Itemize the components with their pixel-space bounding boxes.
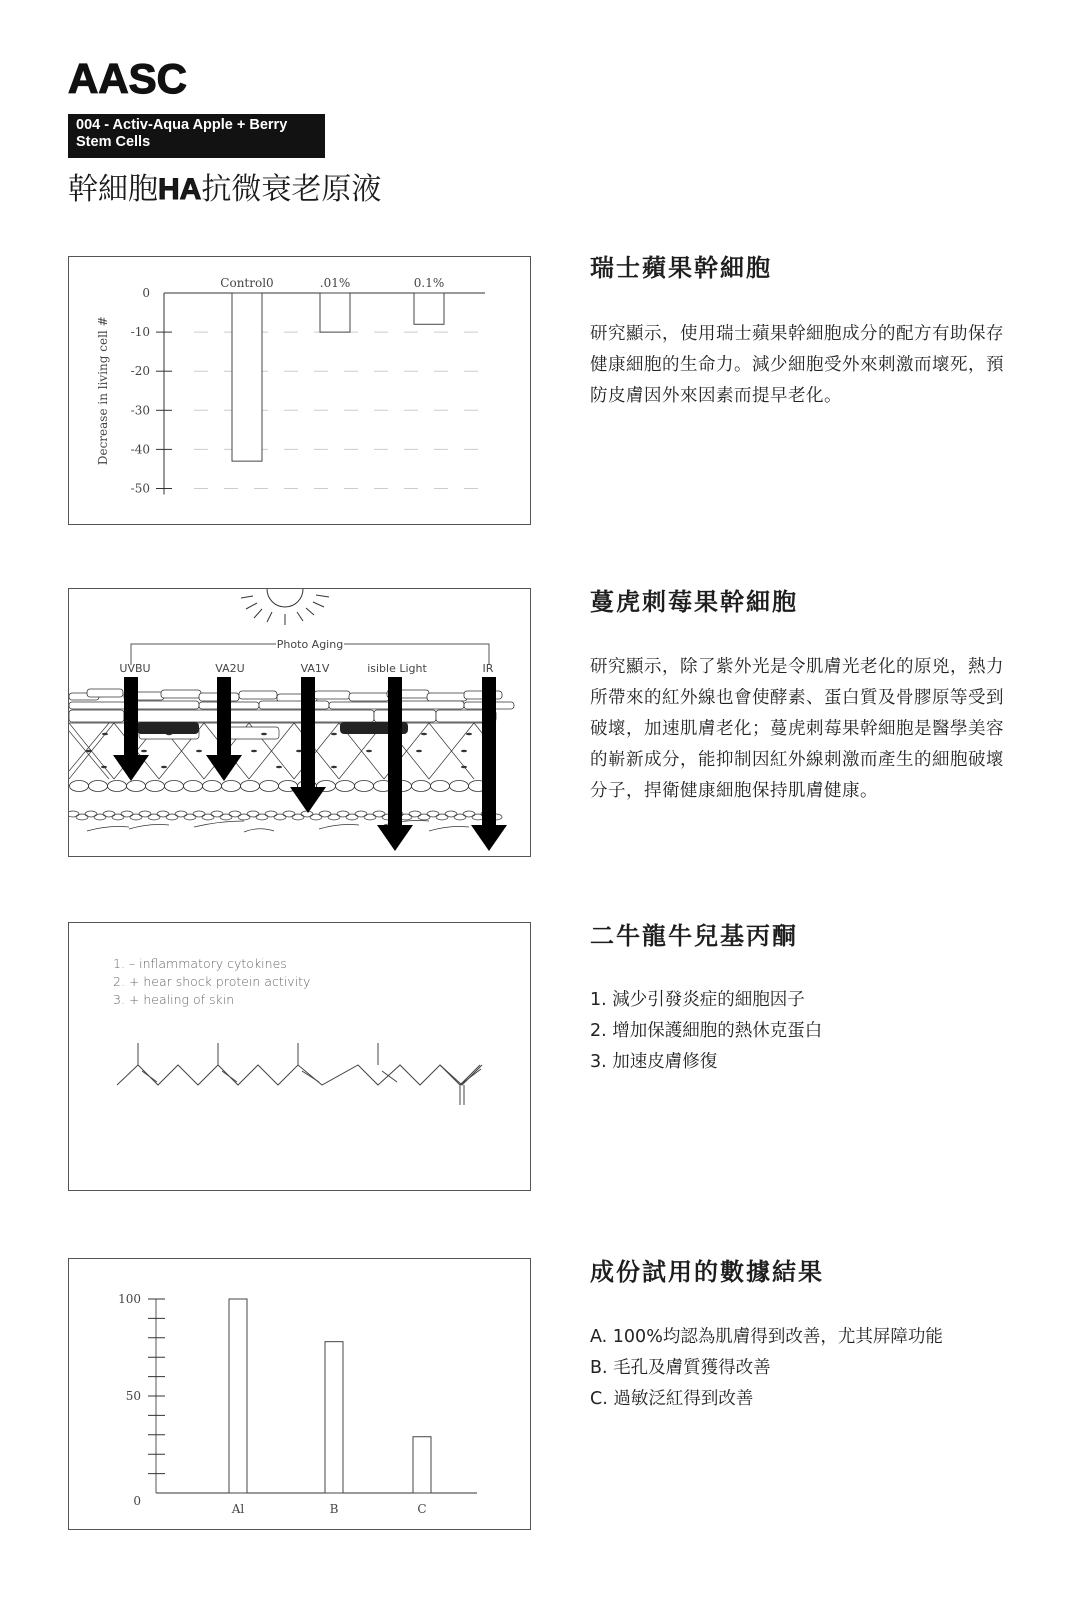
x-category-label: Al	[231, 1502, 245, 1516]
section-title-berry: 蔓虎刺莓果幹細胞	[590, 588, 798, 616]
title-prefix: 幹細胞	[68, 172, 158, 207]
bar	[232, 293, 262, 461]
y-tick-label: 50	[125, 1389, 141, 1403]
x-category-label: Control0	[220, 276, 274, 290]
effect-item: 3. + healing of skin	[113, 992, 235, 1007]
bar	[320, 293, 350, 332]
section-list-geranylacetone	[590, 985, 1010, 1078]
y-tick-label: -40	[130, 442, 150, 457]
ray-label-uva2: VA2U	[215, 662, 245, 675]
section-body-apple: 研究顯示，使用瑞士蘋果幹細胞成分的配方有助保存健康細胞的生命力。減少細胞受外來刺激而壞死，預防皮膚因外來因素而提早老化。	[590, 324, 1004, 406]
chart-living-cells	[68, 256, 531, 525]
product-tag	[68, 114, 325, 158]
ray-label-ir: IR	[482, 662, 494, 675]
section-list-results	[590, 1322, 1010, 1415]
title-suffix: 抗微衰老原液	[201, 172, 382, 207]
x-category-label: C	[417, 1502, 427, 1516]
effect-item: 1. – inflammatory cytokines	[113, 956, 287, 971]
list-item: C. 過敏泛紅得到改善	[590, 1389, 754, 1409]
ray-label-uvb: UVBU	[119, 662, 151, 675]
sun-icon	[241, 589, 329, 625]
list-item: 3. 加速皮膚修復	[590, 1052, 718, 1072]
bar-chart-2-svg	[69, 1259, 531, 1530]
y-tick-label: -50	[130, 481, 150, 496]
list-item: 2. 增加保護細胞的熱休克蛋白	[590, 1021, 823, 1041]
x-category-label: .01%	[319, 276, 351, 290]
y-tick-label: 100	[118, 1292, 141, 1306]
blocking-bar-1	[137, 722, 199, 734]
ray-label-visible: isible Light	[367, 662, 427, 675]
chart-trial-results	[68, 1258, 531, 1530]
ray-label-uva1: VA1V	[300, 662, 330, 675]
bar	[413, 1437, 431, 1493]
x-category-label: B	[329, 1502, 339, 1516]
y-tick-label: 0	[133, 1494, 141, 1508]
bar	[229, 1299, 247, 1493]
effect-list	[113, 955, 310, 1009]
list-item: A. 100%均認為肌膚得到改善，尤其屏障功能	[590, 1327, 943, 1347]
x-category-label: 0.1%	[413, 276, 445, 290]
section-title-apple: 瑞士蘋果幹細胞	[590, 254, 772, 282]
section-title-results: 成份試用的數據結果	[590, 1258, 824, 1286]
section-title-geranylacetone: 二牛龍牛兒基丙酮	[590, 922, 798, 950]
bar	[414, 293, 444, 324]
basal-layer	[70, 781, 488, 792]
bar-chart-1-svg	[69, 257, 531, 525]
title-ha: HA	[158, 173, 202, 206]
y-tick-label: -10	[130, 325, 150, 340]
molecule-panel	[68, 922, 531, 1191]
brand-logo: AASC	[68, 55, 188, 102]
list-item: B. 毛孔及膚質獲得改善	[590, 1358, 771, 1378]
skin-diagram	[68, 588, 531, 857]
page-title	[68, 170, 381, 210]
list-item: 1. 減少引發炎症的細胞因子	[590, 990, 805, 1010]
y-tick-label: -20	[130, 364, 150, 379]
photo-aging-label: Photo Aging	[276, 638, 344, 651]
section-body-berry: 研究顯示，除了紫外光是令肌膚光老化的原兇，熱力所帶來的紅外線也會使酵素、蛋白質及骨膠原等受到破壞，加速肌膚老化；蔓虎刺莓果幹細胞是醫學美容的嶄新成分，能抑制因紅外線刺激而產生的細胞破壞分子，捍衛健康細胞保持肌膚健康。	[590, 657, 1004, 801]
y-tick-label: 0	[142, 286, 150, 300]
product-tag-line1: 004 - Activ-Aqua Apple + Berry	[76, 117, 288, 133]
product-tag-line2: Stem Cells	[76, 134, 151, 150]
skin-diagram-svg	[69, 589, 531, 857]
y-axis-label: Decrease in living cell #	[96, 316, 110, 466]
effect-item: 2. + hear shock protein activity	[113, 974, 311, 989]
y-tick-label: -30	[130, 403, 150, 418]
dermis-layer	[69, 811, 502, 832]
bar	[325, 1342, 343, 1493]
